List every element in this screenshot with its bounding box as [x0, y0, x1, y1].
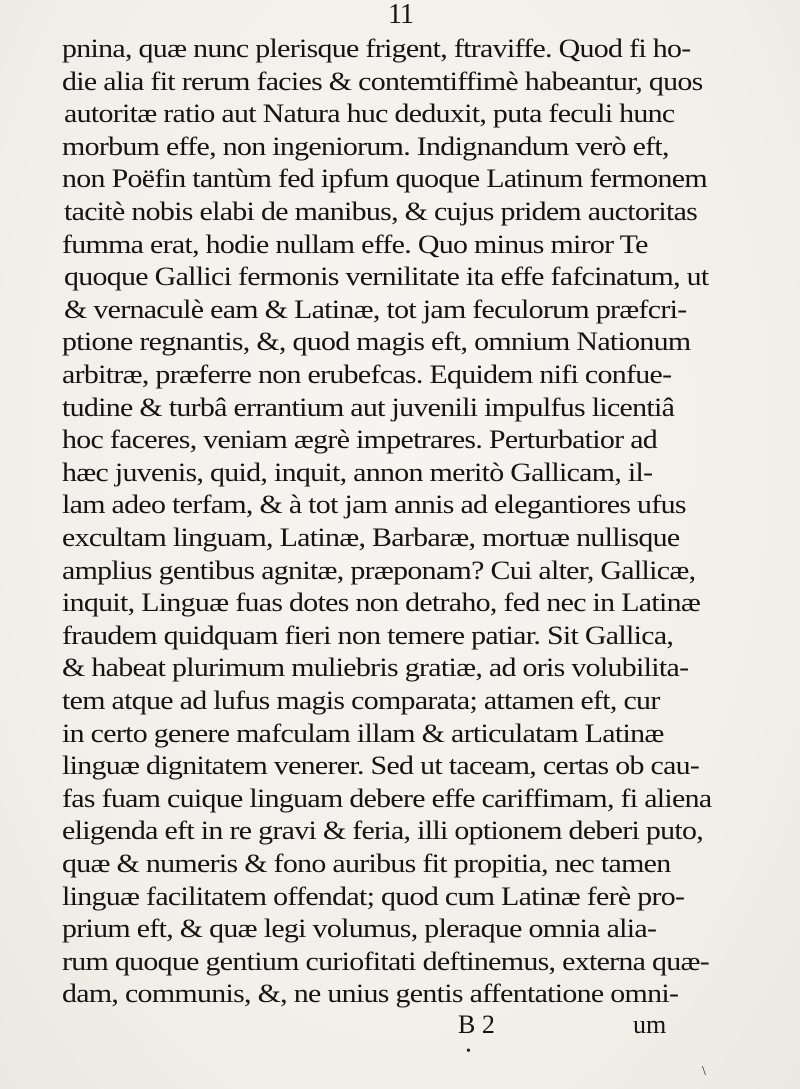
text-line: tudine & turbâ errantium aut juvenili impulfus licentiâ: [62, 392, 675, 422]
text-line: excultam linguam, Latinæ, Barbaræ, mortuæ nullisque: [62, 523, 680, 552]
text-line: quæ & numeris & fono auribus fit propitia, nec tamen: [62, 849, 671, 878]
text-line: inquit, Linguæ fuas dotes non detraho, fed nec in Latinæ: [62, 588, 701, 618]
text-line: rum quoque gentium curiofitati deftinemus, externa quæ-: [62, 946, 710, 976]
text-line: linguæ dignitatem venerer. Sed ut taceam, certas ob cau-: [62, 751, 700, 781]
text-line: prium eft, & quæ legi volumus, pleraque omnia alia-: [62, 914, 657, 944]
text-line: fas fuam cuique linguam debere effe cariffimam, fi aliena: [62, 783, 712, 813]
page-number: 11: [388, 0, 413, 30]
text-line: tem atque ad lufus magis comparata; attamen eft, cur: [62, 686, 660, 715]
text-line: fumma erat, hodie nullam effe. Quo minus miror Te: [62, 229, 648, 259]
text-line: non Poëfin tantùm fed ipfum quoque Latinum fermonem: [62, 164, 707, 194]
signature-mark: B 2: [458, 1010, 495, 1039]
text-line: tacitè nobis elabi de manibus, & cujus pridem auctoritas: [64, 197, 698, 226]
text-line: eligenda eft in re gravi & feria, illi optionem deberi puto,: [62, 816, 704, 846]
text-line: lam adeo terfam, & à tot jam annis ad elegantiores ufus: [62, 490, 686, 520]
text-line: morbum effe, non ingeniorum. Indignandum verò eft,: [62, 131, 669, 161]
catchword: um: [633, 1010, 667, 1039]
text-line: pnina, quæ nunc plerisque frigent, ftraviffe. Quod fi ho-: [62, 34, 691, 63]
text-line: ptione regnantis, &, quod magis eft, omnium Nationum: [62, 327, 691, 357]
text-line: & habeat plurimum muliebris gratiæ, ad oris volubilita-: [62, 653, 689, 683]
text-line: autoritæ ratio aut Natura huc deduxit, puta feculi hunc: [64, 99, 675, 129]
ink-speck: •: [466, 1044, 471, 1059]
text-line: linguæ facilitatem offendat; quod cum Latinæ ferè pro-: [62, 881, 685, 911]
text-line: quoque Gallici fermonis vernilitate ita effe fafcinatum, ut: [64, 262, 709, 292]
text-line: die alia fit rerum facies & contemtiffimè habeantur, quos: [62, 66, 703, 96]
text-line: hoc faceres, veniam ægrè impetrares. Perturbatior ad: [62, 425, 658, 455]
text-line: dam, communis, &, ne unius gentis affentatione omni-: [62, 979, 679, 1009]
page-footer: [0, 1010, 800, 1040]
text-line: fraudem quidquam fieri non temere patiar. Sit Gallica,: [62, 620, 674, 650]
margin-mark: \: [702, 1064, 706, 1079]
text-line: hæc juvenis, quid, inquit, annon meritò Gallicam, il-: [62, 457, 653, 487]
text-line: & vernaculè eam & Latinæ, tot jam feculorum præfcri-: [64, 294, 687, 324]
text-line: in certo genere mafculam illam & articulatam Latinæ: [62, 718, 664, 748]
text-line: amplius gentibus agnitæ, præponam? Cui alter, Gallicæ,: [62, 555, 696, 585]
text-line: arbitræ, præferre non erubefcas. Equidem nifi confue-: [62, 360, 672, 389]
